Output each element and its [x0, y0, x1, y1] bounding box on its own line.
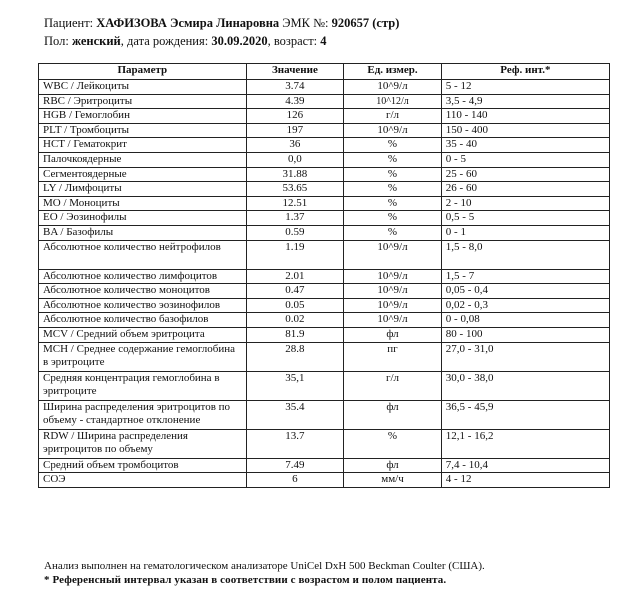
patient-header [44, 14, 399, 50]
table-row [39, 196, 610, 211]
cell-param: HCT / Гематокрит [39, 138, 247, 153]
cell-unit: 10^9/л [344, 313, 442, 328]
header-value: Значение [246, 64, 344, 80]
table-row [39, 298, 610, 313]
cell-unit: 10^9/л [344, 123, 442, 138]
patient-line-2: Пол: женский, дата рождения: 30.09.2020, возраст: 4 [44, 34, 327, 48]
header-unit: Ед. измер. [344, 64, 442, 80]
cell-ref: 12,1 - 16,2 [441, 429, 609, 458]
sex-value: женский [71, 34, 121, 48]
cell-ref: 0,02 - 0,3 [441, 298, 609, 313]
cell-unit: % [344, 429, 442, 458]
cell-ref: 3,5 - 4,9 [441, 94, 609, 109]
cell-ref: 4 - 12 [441, 473, 609, 488]
table-row [39, 152, 610, 167]
cell-value: 13.7 [246, 429, 344, 458]
cell-value: 81.9 [246, 327, 344, 342]
patient-name: ХАФИЗОВА Эсмира Линаровна [96, 16, 280, 30]
cell-unit: 10^9/л [344, 240, 442, 269]
table-row [39, 182, 610, 197]
table-row [39, 473, 610, 488]
analyzer-note: Анализ выполнен на гематологическом анализаторе UniCel DxH 500 Beckman Coulter (США). [44, 560, 485, 572]
cell-unit: % [344, 152, 442, 167]
cell-value: 0.02 [246, 313, 344, 328]
cell-ref: 35 - 40 [441, 138, 609, 153]
cell-unit: фл [344, 327, 442, 342]
table-row [39, 123, 610, 138]
table-row [39, 138, 610, 153]
cell-ref: 27,0 - 31,0 [441, 342, 609, 371]
cell-param: Сегментоядерные [39, 167, 247, 182]
cell-param: EO / Эозинофилы [39, 211, 247, 226]
cell-param: Ширина распределения эритроцитов по объему - стандартное отклонение [39, 400, 247, 429]
cell-value: 36 [246, 138, 344, 153]
cell-param: Средняя концентрация гемоглобина в эритроците [39, 371, 247, 400]
cell-ref: 0 - 0,08 [441, 313, 609, 328]
cell-param: MCV / Средний объем эритроцита [39, 327, 247, 342]
cell-param: Абсолютное количество лимфоцитов [39, 269, 247, 284]
dob-label: дата рождения: [127, 34, 209, 48]
cell-ref: 0 - 1 [441, 225, 609, 240]
cell-value: 7.49 [246, 458, 344, 473]
cell-value: 197 [246, 123, 344, 138]
sex-label: Пол: [44, 34, 69, 48]
cell-value: 3.74 [246, 80, 344, 95]
emk-number: 920657 (стр) [331, 16, 400, 30]
table-row [39, 429, 610, 458]
table-row [39, 458, 610, 473]
cell-value: 0.05 [246, 298, 344, 313]
cell-ref: 25 - 60 [441, 167, 609, 182]
cell-value: 35,1 [246, 371, 344, 400]
results-body [39, 80, 610, 488]
cell-ref: 2 - 10 [441, 196, 609, 211]
table-row [39, 269, 610, 284]
cell-unit: % [344, 196, 442, 211]
cell-value: 6 [246, 473, 344, 488]
cell-ref: 0,5 - 5 [441, 211, 609, 226]
cell-unit: % [344, 182, 442, 197]
cell-unit: пг [344, 342, 442, 371]
cell-unit: % [344, 211, 442, 226]
table-row [39, 371, 610, 400]
table-row [39, 94, 610, 109]
cell-unit: 10^12/л [344, 94, 442, 109]
table-header-row [39, 64, 610, 80]
cell-unit: г/л [344, 371, 442, 400]
cell-param: RBC / Эритроциты [39, 94, 247, 109]
cell-ref: 110 - 140 [441, 109, 609, 124]
cell-value: 1.19 [246, 240, 344, 269]
cell-value: 2.01 [246, 269, 344, 284]
cell-unit: 10^9/л [344, 298, 442, 313]
cell-ref: 0 - 5 [441, 152, 609, 167]
patient-label: Пациент: [44, 16, 94, 30]
cell-unit: г/л [344, 109, 442, 124]
cell-param: PLT / Тромбоциты [39, 123, 247, 138]
cell-value: 0.47 [246, 284, 344, 299]
reference-footnote: * Референсный интервал указан в соответствии с возрастом и полом пациента. [44, 574, 447, 586]
cell-param: Средний объем тромбоцитов [39, 458, 247, 473]
table-row [39, 327, 610, 342]
table-row [39, 342, 610, 371]
cell-value: 28.8 [246, 342, 344, 371]
header-ref: Реф. инт.* [441, 64, 609, 80]
cell-value: 4.39 [246, 94, 344, 109]
cell-value: 31.88 [246, 167, 344, 182]
cell-ref: 26 - 60 [441, 182, 609, 197]
cell-unit: % [344, 138, 442, 153]
cell-value: 0,0 [246, 152, 344, 167]
cell-ref: 1,5 - 8,0 [441, 240, 609, 269]
cell-ref: 80 - 100 [441, 327, 609, 342]
cell-param: Палочкоядерные [39, 152, 247, 167]
cell-param: WBC / Лейкоциты [39, 80, 247, 95]
age-value: 4 [320, 34, 327, 48]
cell-unit: % [344, 225, 442, 240]
cell-param: Абсолютное количество моноцитов [39, 284, 247, 299]
cell-value: 53.65 [246, 182, 344, 197]
cell-unit: 10^9/л [344, 80, 442, 95]
cell-param: MCH / Среднее содержание гемоглобина в эритроците [39, 342, 247, 371]
cell-param: HGB / Гемоглобин [39, 109, 247, 124]
cell-param: Абсолютное количество нейтрофилов [39, 240, 247, 269]
table-row [39, 211, 610, 226]
cell-param: LY / Лимфоциты [39, 182, 247, 197]
cell-unit: мм/ч [344, 473, 442, 488]
table-row [39, 225, 610, 240]
cell-unit: фл [344, 400, 442, 429]
table-row [39, 80, 610, 95]
dob-value: 30.09.2020 [211, 34, 268, 48]
cell-unit: % [344, 167, 442, 182]
cell-value: 12.51 [246, 196, 344, 211]
report-footer [44, 559, 485, 587]
cell-param: СОЭ [39, 473, 247, 488]
cell-unit: фл [344, 458, 442, 473]
cell-ref: 0,05 - 0,4 [441, 284, 609, 299]
header-param: Параметр [39, 64, 247, 80]
cell-ref: 5 - 12 [441, 80, 609, 95]
age-label: возраст: [273, 34, 318, 48]
cell-ref: 7,4 - 10,4 [441, 458, 609, 473]
cell-unit: 10^9/л [344, 269, 442, 284]
cell-param: Абсолютное количество базофилов [39, 313, 247, 328]
cell-value: 126 [246, 109, 344, 124]
cell-value: 1.37 [246, 211, 344, 226]
table-row [39, 400, 610, 429]
table-row [39, 109, 610, 124]
cell-value: 35.4 [246, 400, 344, 429]
cell-param: BA / Базофилы [39, 225, 247, 240]
cell-value: 0.59 [246, 225, 344, 240]
table-row [39, 313, 610, 328]
cell-param: RDW / Ширина распределения эритроцитов по объему [39, 429, 247, 458]
cell-ref: 36,5 - 45,9 [441, 400, 609, 429]
table-row [39, 167, 610, 182]
cell-param: MO / Моноциты [39, 196, 247, 211]
cell-ref: 150 - 400 [441, 123, 609, 138]
results-table [38, 63, 610, 488]
cell-ref: 1,5 - 7 [441, 269, 609, 284]
cell-ref: 30,0 - 38,0 [441, 371, 609, 400]
patient-line-1 [44, 14, 399, 32]
table-row [39, 240, 610, 269]
cell-unit: 10^9/л [344, 284, 442, 299]
table-row [39, 284, 610, 299]
cell-param: Абсолютное количество эозинофилов [39, 298, 247, 313]
emk-label: ЭМК №: [282, 16, 329, 30]
